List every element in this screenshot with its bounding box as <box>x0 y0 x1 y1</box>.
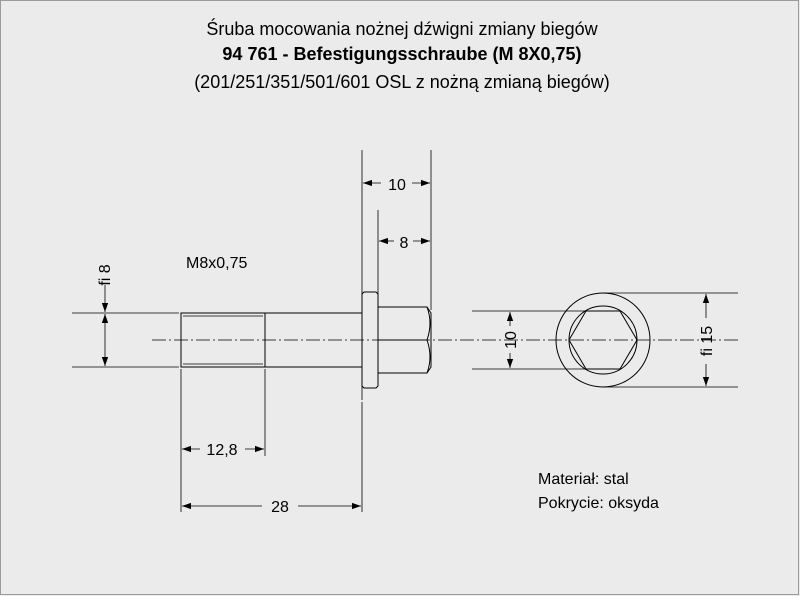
coating-note: Pokrycie: oksyda <box>538 495 659 512</box>
thread-label: M8x0,75 <box>186 255 248 272</box>
title-line-3: (201/251/351/501/601 OSL z nożną zmianą biegów) <box>194 72 610 92</box>
dim-label-head-total: 10 <box>388 177 406 194</box>
title-line-2: 94 761 - Befestigungsschraube (M 8X0,75) <box>222 44 582 64</box>
material-note: Materiał: stal <box>538 471 629 488</box>
dim-label-hex-length: 8 <box>399 235 409 252</box>
dim-shank-diameter <box>72 285 179 367</box>
dim-label-hex-size: 10 <box>503 331 520 349</box>
dim-label-flange-diameter: fi 15 <box>699 325 716 357</box>
title-line-1: Śruba mocowania nożnej dźwigni zmiany biegów <box>206 19 598 39</box>
dim-thread-length <box>181 369 265 512</box>
dim-label-shank-diameter: fi 8 <box>97 264 114 286</box>
dim-hex-length <box>378 210 430 305</box>
dim-label-total-length: 28 <box>271 499 289 516</box>
dim-label-thread-length: 12,8 <box>206 442 238 459</box>
